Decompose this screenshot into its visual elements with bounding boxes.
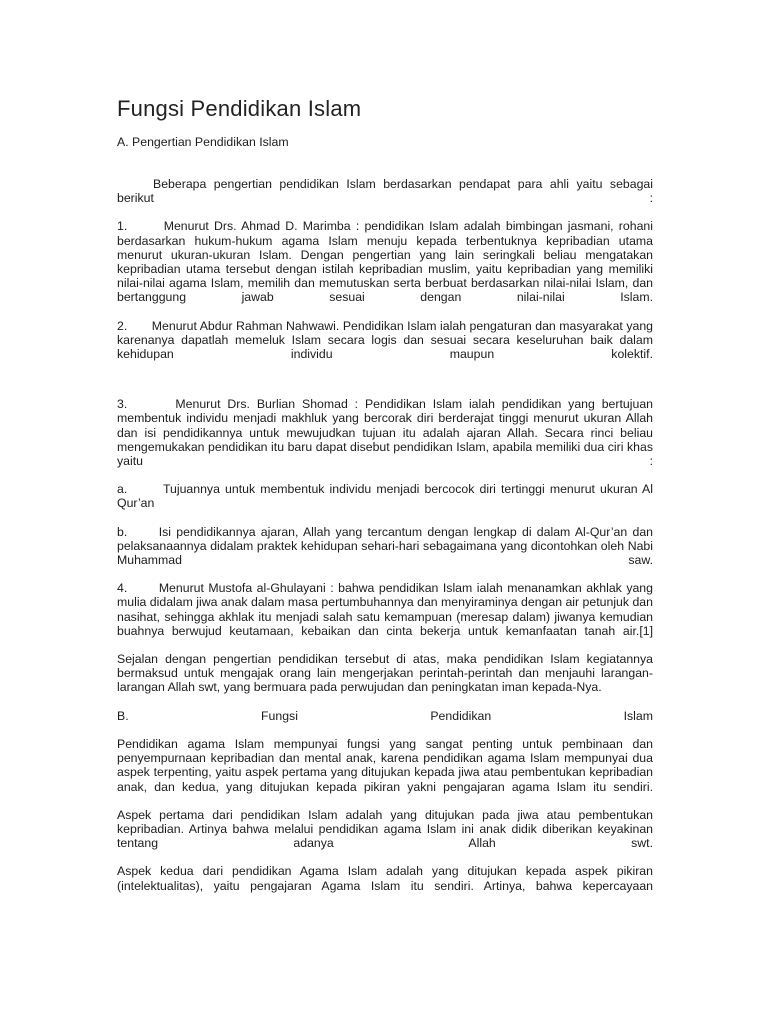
document-title: Fungsi Pendidikan Islam	[117, 96, 362, 121]
body-paragraph: Pendidikan agama Islam mempunyai fungsi yang sangat penting untuk pembinaan dan penyempurnaan kepribadian dan mental anak, karena pendidikan agama Islam mempunyai dua aspek terpenting, yaitu aspek pertama yang ditujukan kepada jiwa atau pembentukan kepribadian anak, dan kedua, yang ditujukan kepada pikiran yakni pengajaran agama Islam itu sendiri.	[117, 736, 653, 794]
item-text: Menurut Mustofa al-Ghulayani : bahwa pendidikan Islam ialah menanamkan akhlak yang mulia didalam jiwa anak dalam masa pertumbuhannya dan menyiraminya dengan air petunjuk dan nasihat, sehingga akhlak itu menjadi salah satu kemampuan (meresap dalam) jiwanya kemudian buahnya berwujud keutamaan, kebaikan dan cinta bekerja untuk kemanfaatan tanah air.	[117, 581, 653, 638]
list-item	[117, 219, 653, 304]
item-number: 4.	[117, 581, 128, 596]
document-body	[117, 177, 653, 893]
body-paragraph: Aspek kedua dari pendidikan Agama Islam adalah yang ditujukan kepada aspek pikiran (intelektualitas), yaitu pengajaran Agama Islam itu sendiri. Artinya, bahwa kepercayaan	[117, 864, 653, 893]
item-text: Menurut Abdur Rahman Nahwawi. Pendidikan Islam ialah pengaturan dan masyarakat yang karenanya dapatlah memeluk Islam secara logis dan sesuai secara keseluruhan baik dalam kehidupan individu maupun kolektif.	[117, 318, 653, 362]
item-text: Menurut Drs. Ahmad D. Marimba : pendidikan Islam adalah bimbingan jasmani, rohani berdasarkan hukum-hukum agama Islam menuju kepada terbentuknya kepribadian utama menurut ukuran-ukuran Islam. Dengan pengertian yang lain seringkali beliau mengatakan kepribadian utama tersebut dengan istilah kepribadian muslim, yaitu kepribadian yang memiliki nilai-nilai agama Islam, memilih dan memutuskan serta berbuat berdasarkan nilai-nilai Islam, dan bertanggung jawab sesuai dengan nilai-nilai Islam.	[117, 219, 653, 305]
item-text: Isi pendidikannya ajaran, Allah yang tercantum dengan lengkap di dalam Al-Qur’an dan pelaksanaannya didalam praktek kehidupan sehari-hari sebagaimana yang dicontohkan oleh Nabi Muhammad saw.	[117, 524, 653, 568]
list-item	[117, 525, 653, 568]
list-item	[117, 319, 653, 362]
list-item	[117, 482, 653, 510]
item-text: Tujuannya untuk membentuk individu menjadi bercocok diri tertinggi menurut ukuran Al Qur’an	[117, 482, 653, 511]
section-b-heading: B. Fungsi Pendidikan Islam	[117, 708, 653, 723]
item-number: 1.	[117, 219, 128, 234]
item-text: Menurut Drs. Burlian Shomad : Pendidikan Islam ialah pendidikan yang bertujuan membentuk individu menjadi makhluk yang bercorak diri berderajat tinggi menurut ukuran Allah dan isi pendidikannya untuk mewujudkan tujuan itu adalah ajaran Allah. Secara rinci beliau mengemukakan pendidikan itu baru dapat disebut pendidikan Islam, apabila memiliki dua ciri khas yaitu :	[117, 397, 653, 469]
body-paragraph: Aspek pertama dari pendidikan Islam adalah yang ditujukan pada jiwa atau pembentukan kepribadian. Artinya bahwa melalui pendidikan agama Islam ini anak didik diberikan keyakinan tentang adanya Allah swt.	[117, 807, 653, 851]
item-number: 2.	[117, 318, 128, 333]
intro-paragraph: Beberapa pengertian pendidikan Islam berdasarkan pendapat para ahli yaitu sebagai berikut :	[117, 177, 653, 206]
list-item	[117, 397, 653, 468]
summary-paragraph: Sejalan dengan pengertian pendidikan tersebut di atas, maka pendidikan Islam kegiatannya bermaksud untuk mengajak orang lain mengerjakan perintah-perintah dan menjauhi larangan-larangan Allah swt, yang bermuara pada perwujudan dan peningkatan iman kepada-Nya.	[117, 652, 653, 695]
item-number: 3.	[117, 397, 128, 412]
footnote-reference[interactable]: [1]	[639, 623, 653, 638]
item-number: a.	[117, 482, 128, 497]
section-a-heading: A. Pengertian Pendidikan Islam	[117, 135, 289, 149]
item-number: b.	[117, 524, 128, 539]
list-item	[117, 581, 653, 638]
